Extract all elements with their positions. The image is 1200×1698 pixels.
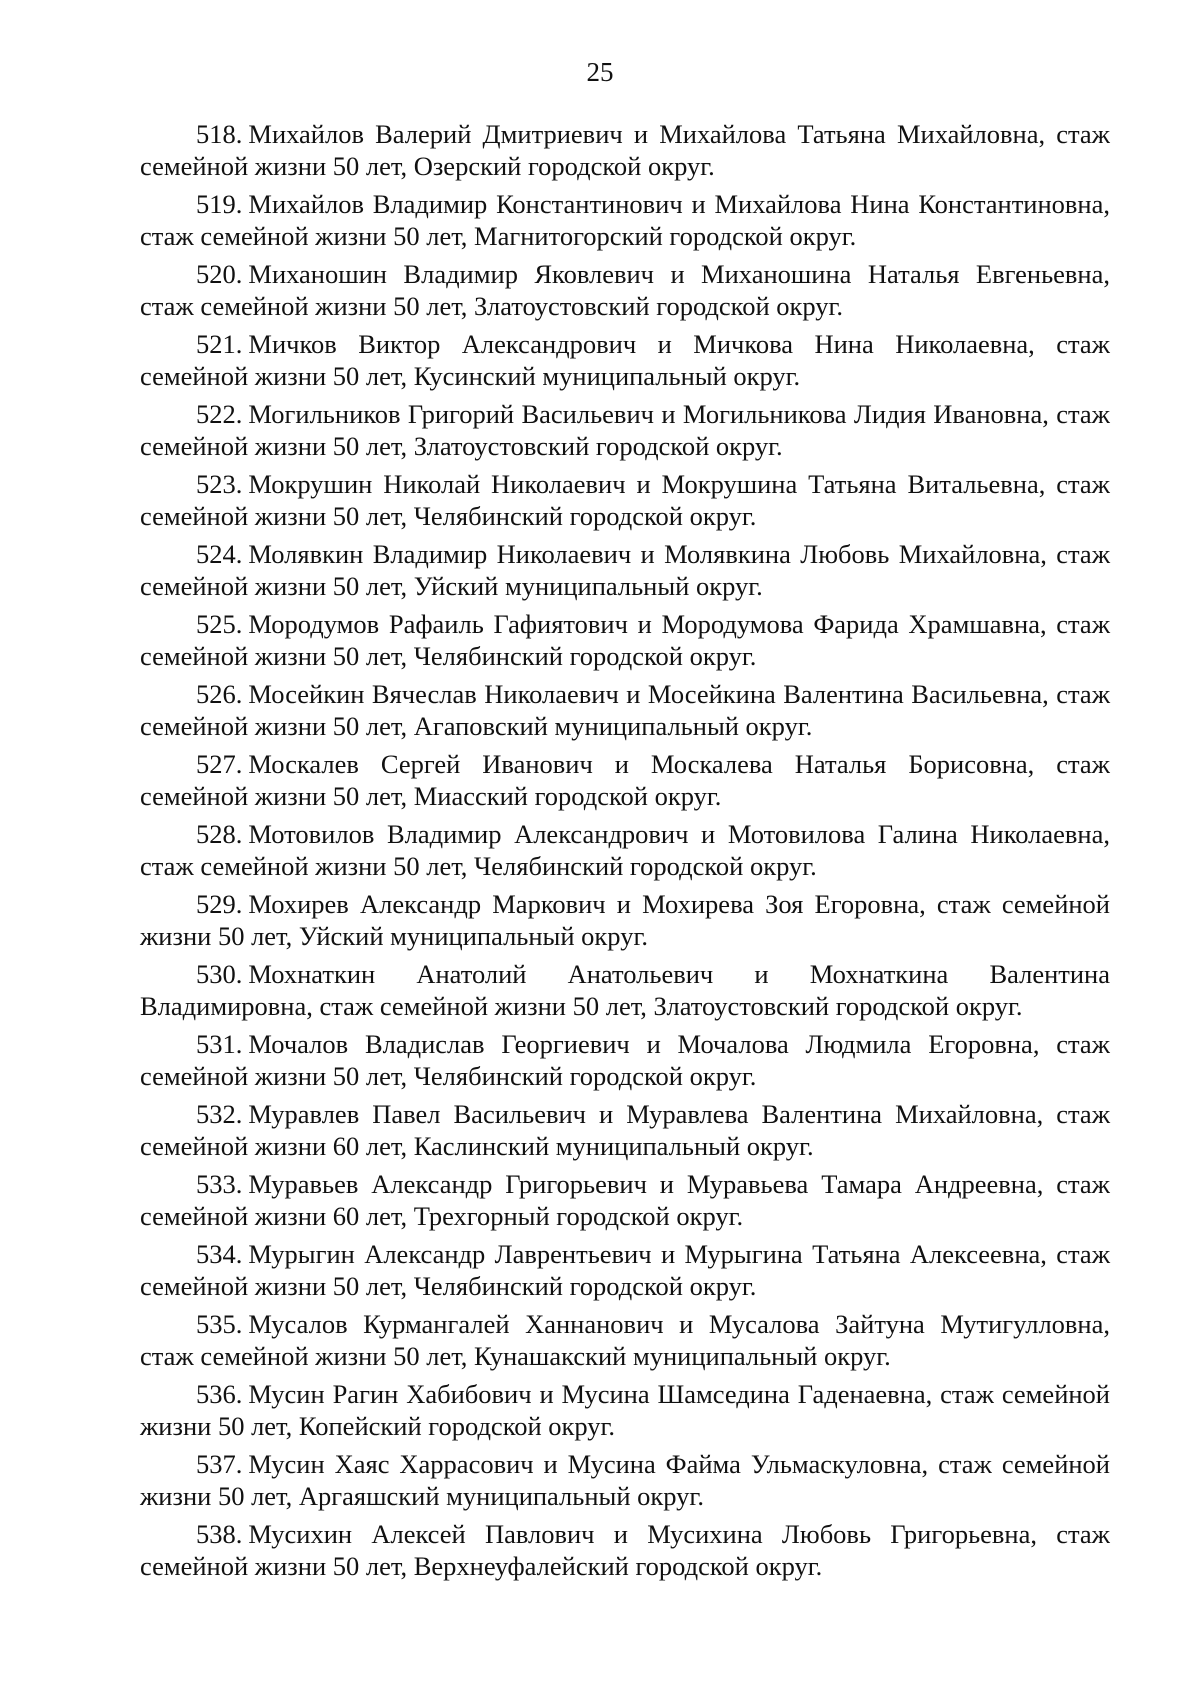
list-item — [140, 118, 1110, 182]
list-item — [140, 1448, 1110, 1512]
entry-text: Мосейкин Вячеслав Николаевич и Мосейкина Валентина Васильевна, стаж семейной жизни 50 лет, Агаповский муниципальный округ. — [140, 679, 1110, 741]
entry-number: 532. — [196, 1099, 243, 1129]
entry-text: Мурыгин Александр Лаврентьевич и Мурыгина Татьяна Алексеевна, стаж семейной жизни 50 лет, Челябинский городской округ. — [140, 1239, 1110, 1301]
list-item — [140, 328, 1110, 392]
list-item — [140, 1028, 1110, 1092]
entry-number: 520. — [196, 259, 243, 289]
entry-number: 525. — [196, 609, 243, 639]
entry-text: Москалев Сергей Иванович и Москалева Наталья Борисовна, стаж семейной жизни 50 лет, Миасский городской округ. — [140, 749, 1110, 811]
entry-text: Мусалов Курмангалей Ханнанович и Мусалова Зайтуна Мутигулловна, стаж семейной жизни 50 лет, Кунашакский муниципальный округ. — [140, 1309, 1110, 1371]
entry-text: Мусин Рагин Хабибович и Мусина Шамседина Гаденаевна, стаж семейной жизни 50 лет, Копейский городской округ. — [140, 1379, 1110, 1441]
entry-number: 534. — [196, 1239, 243, 1269]
list-item — [140, 678, 1110, 742]
entry-number: 529. — [196, 889, 243, 919]
entry-number: 536. — [196, 1379, 243, 1409]
entry-number: 528. — [196, 819, 243, 849]
list-item — [140, 1518, 1110, 1582]
entry-number: 527. — [196, 749, 243, 779]
list-item — [140, 398, 1110, 462]
entry-text: Михайлов Валерий Дмитриевич и Михайлова Татьяна Михайловна, стаж семейной жизни 50 лет, Озерский городской округ. — [140, 119, 1110, 181]
entry-text: Мусихин Алексей Павлович и Мусихина Любовь Григорьевна, стаж семейной жизни 50 лет, Верхнеуфалейский городской округ. — [140, 1519, 1110, 1581]
entry-text: Мородумов Рафаиль Гафиятович и Мородумова Фарида Храмшавна, стаж семейной жизни 50 лет, Челябинский городской округ. — [140, 609, 1110, 671]
entry-number: 530. — [196, 959, 243, 989]
list-item — [140, 1168, 1110, 1232]
list-item — [140, 748, 1110, 812]
entry-text: Михайлов Владимир Константинович и Михайлова Нина Константиновна, стаж семейной жизни 50 лет, Магнитогорский городской округ. — [140, 189, 1110, 251]
entry-text: Муравьев Александр Григорьевич и Муравьева Тамара Андреевна, стаж семейной жизни 60 лет, Трехгорный городской округ. — [140, 1169, 1110, 1231]
entry-text: Мохнаткин Анатолий Анатольевич и Мохнаткина Валентина Владимировна, стаж семейной жизни 50 лет, Златоустовский городской округ. — [140, 959, 1110, 1021]
entry-text: Мотовилов Владимир Александрович и Мотовилова Галина Николаевна, стаж семейной жизни 50 лет, Челябинский городской округ. — [140, 819, 1110, 881]
entry-number: 538. — [196, 1519, 243, 1549]
entry-text: Мусин Хаяс Харрасович и Мусина Файма Ульмаскуловна, стаж семейной жизни 50 лет, Аргаяшский муниципальный округ. — [140, 1449, 1110, 1511]
entry-number: 526. — [196, 679, 243, 709]
list-item — [140, 818, 1110, 882]
list-item — [140, 888, 1110, 952]
list-item — [140, 608, 1110, 672]
entry-text: Мочалов Владислав Георгиевич и Мочалова Людмила Егоровна, стаж семейной жизни 50 лет, Челябинский городской округ. — [140, 1029, 1110, 1091]
entry-number: 519. — [196, 189, 243, 219]
entry-number: 522. — [196, 399, 243, 429]
entry-number: 531. — [196, 1029, 243, 1059]
list-item — [140, 1378, 1110, 1442]
list-item — [140, 468, 1110, 532]
list-item — [140, 1308, 1110, 1372]
entry-list — [140, 118, 1110, 1588]
entry-text: Мичков Виктор Александрович и Мичкова Нина Николаевна, стаж семейной жизни 50 лет, Кусинский муниципальный округ. — [140, 329, 1110, 391]
entry-number: 533. — [196, 1169, 243, 1199]
entry-number: 537. — [196, 1449, 243, 1479]
list-item — [140, 258, 1110, 322]
entry-number: 535. — [196, 1309, 243, 1339]
entry-text: Мокрушин Николай Николаевич и Мокрушина Татьяна Витальевна, стаж семейной жизни 50 лет, Челябинский городской округ. — [140, 469, 1110, 531]
entry-number: 523. — [196, 469, 243, 499]
list-item — [140, 1238, 1110, 1302]
entry-text: Миханошин Владимир Яковлевич и Миханошина Наталья Евгеньевна, стаж семейной жизни 50 лет, Златоустовский городской округ. — [140, 259, 1110, 321]
entry-number: 518. — [196, 119, 243, 149]
list-item — [140, 1098, 1110, 1162]
entry-number: 524. — [196, 539, 243, 569]
entry-text: Муравлев Павел Васильевич и Муравлева Валентина Михайловна, стаж семейной жизни 60 лет, Каслинский муниципальный округ. — [140, 1099, 1110, 1161]
list-item — [140, 538, 1110, 602]
list-item — [140, 958, 1110, 1022]
entry-text: Могильников Григорий Васильевич и Могильникова Лидия Ивановна, стаж семейной жизни 50 лет, Златоустовский городской округ. — [140, 399, 1110, 461]
entry-text: Мохирев Александр Маркович и Мохирева Зоя Егоровна, стаж семейной жизни 50 лет, Уйский муниципальный округ. — [140, 889, 1110, 951]
entry-number: 521. — [196, 329, 243, 359]
page-number: 25 — [586, 57, 614, 87]
list-item — [140, 188, 1110, 252]
entry-text: Молявкин Владимир Николаевич и Молявкина Любовь Михайловна, стаж семейной жизни 50 лет, Уйский муниципальный округ. — [140, 539, 1110, 601]
